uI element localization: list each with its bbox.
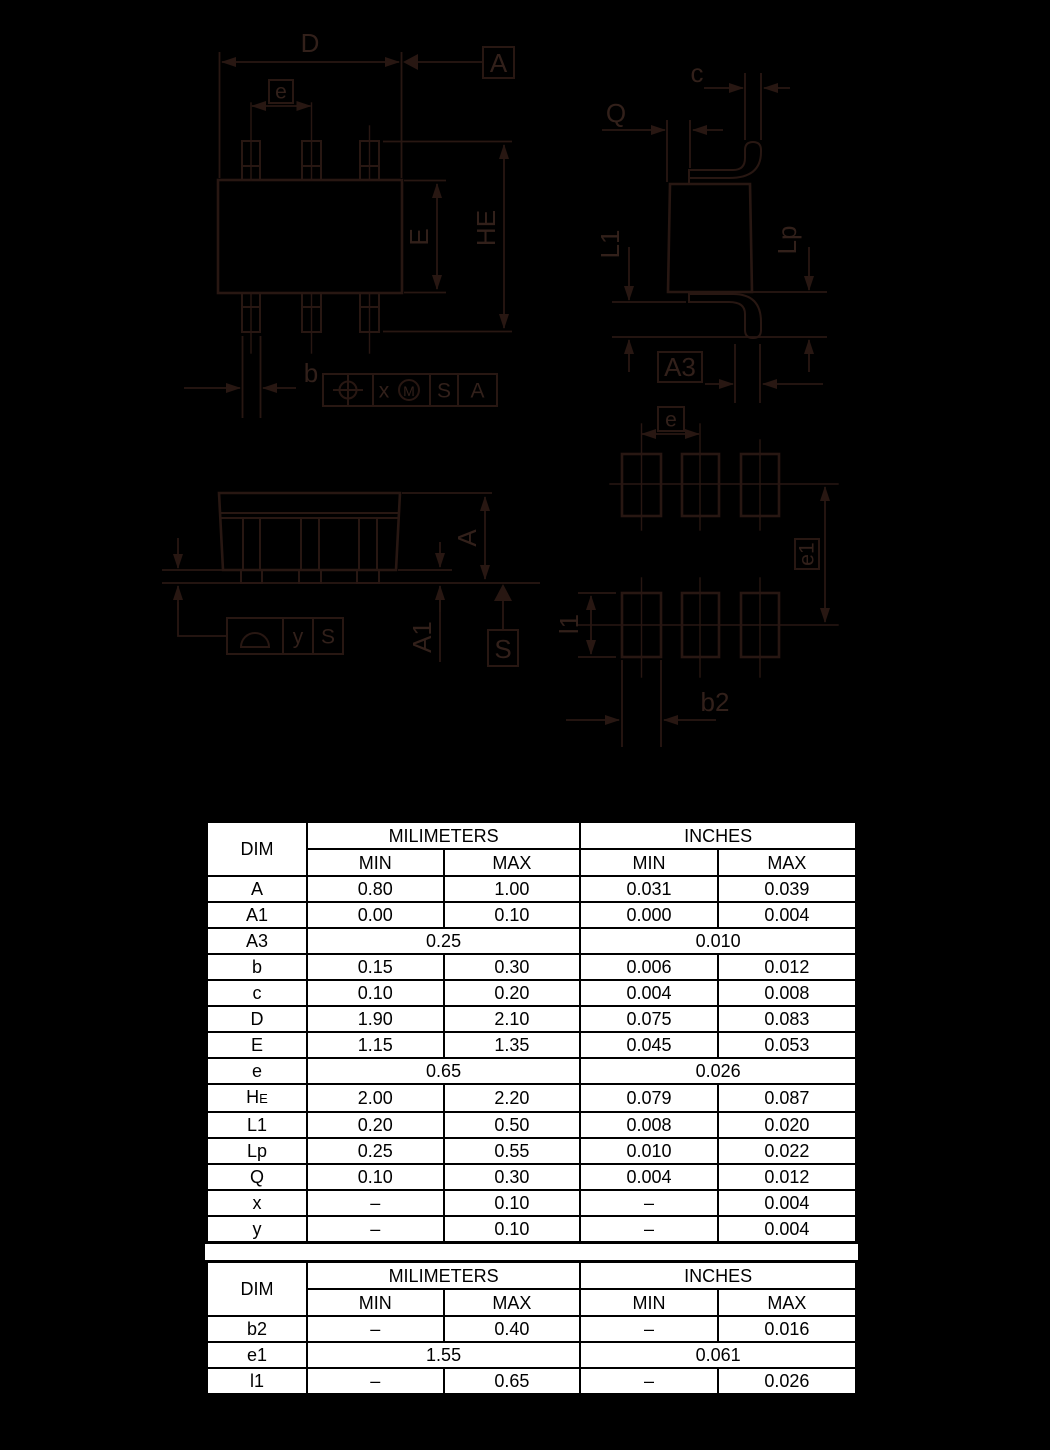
fcf-x-label: x (378, 379, 390, 403)
mm-max-cell: 0.55 (444, 1138, 581, 1164)
dim-cell: b (207, 954, 307, 980)
inch-max-cell: 0.004 (718, 1216, 857, 1243)
mm-min-cell: 0.00 (307, 902, 444, 928)
dim-e1 (795, 487, 825, 622)
side-view-drawing (595, 58, 827, 403)
dim-cell: L1 (207, 1112, 307, 1138)
inch-max-cell: 0.012 (718, 954, 857, 980)
dim-cell: A3 (207, 928, 307, 954)
inch-min-cell: 0.004 (580, 980, 718, 1006)
mm-min-cell: 0.25 (307, 1138, 444, 1164)
mm-max-cell: 1.35 (444, 1032, 581, 1058)
inch-max-cell: 0.039 (718, 876, 857, 902)
dim-A (402, 493, 492, 579)
fcf-s-label: S (436, 379, 452, 403)
dim-A3-label: A3 (664, 352, 696, 382)
dim-cell: y (207, 1216, 307, 1243)
inch-min-cell: – (580, 1190, 718, 1216)
dim-A3 (658, 344, 823, 403)
inch-max-cell: 0.004 (718, 902, 857, 928)
dimension-row (207, 902, 857, 928)
dimension-row (207, 928, 857, 954)
position-tolerance-frame (323, 374, 497, 406)
svg-text:M: M (403, 383, 415, 399)
inch-max-cell: 0.016 (718, 1316, 857, 1342)
package-body-side-outline (668, 184, 752, 292)
dim-l1-label: l1 (554, 613, 584, 635)
mm-min-cell: 1.90 (307, 1006, 444, 1032)
dim-HE-label: HE (471, 209, 501, 247)
dim-cell: E (207, 1032, 307, 1058)
inch-min-cell: 0.079 (580, 1084, 718, 1112)
mm-max-cell: 0.10 (444, 1216, 581, 1243)
max-header: MAX (718, 1289, 857, 1316)
inch-min-cell: 0.045 (580, 1032, 718, 1058)
mm-max-cell: 0.30 (444, 954, 581, 980)
mm-value-cell: 0.25 (307, 928, 580, 954)
dim-e1-label: e1 (795, 542, 819, 566)
mm-min-cell: – (307, 1190, 444, 1216)
min-header: MIN (307, 849, 444, 876)
mm-min-cell: 0.20 (307, 1112, 444, 1138)
inch-min-cell: 0.000 (580, 902, 718, 928)
inch-max-cell: 0.020 (718, 1112, 857, 1138)
mm-value-cell: 1.55 (307, 1342, 580, 1368)
dim-A1 (398, 542, 452, 662)
inch-min-cell: – (580, 1368, 718, 1395)
inch-max-cell: 0.008 (718, 980, 857, 1006)
dim-cell: Q (207, 1164, 307, 1190)
mm-max-cell: 2.10 (444, 1006, 581, 1032)
dimension-table-primary (205, 820, 858, 1244)
inch-max-cell: 0.083 (718, 1006, 857, 1032)
inch-max-cell: 0.022 (718, 1138, 857, 1164)
inch-min-cell: 0.008 (580, 1112, 718, 1138)
inch-min-cell: – (580, 1216, 718, 1243)
mmc-symbol-icon (399, 380, 419, 400)
dim-D-label: D (300, 28, 320, 58)
inch-min-cell: 0.031 (580, 876, 718, 902)
front-view-drawing (162, 493, 540, 666)
dim-e-label: e (275, 80, 287, 104)
dim-b2-label: b2 (700, 687, 730, 717)
dimension-row (207, 1342, 857, 1368)
dimension-row (207, 1058, 857, 1084)
milimeters-header: MILIMETERS (307, 822, 580, 850)
max-header: MAX (718, 849, 857, 876)
dimension-row (207, 1138, 857, 1164)
dim-header: DIM (207, 822, 307, 877)
inch-max-cell: 0.053 (718, 1032, 857, 1058)
min-header: MIN (580, 1289, 718, 1316)
top-lead-profile (689, 142, 761, 184)
dimension-row (207, 1190, 857, 1216)
dim-b2 (566, 660, 729, 747)
mm-max-cell: 1.00 (444, 876, 581, 902)
mm-min-cell: – (307, 1368, 444, 1395)
datum-triangle-icon (494, 584, 512, 601)
dim-cell: Lp (207, 1138, 307, 1164)
inches-header: INCHES (580, 822, 856, 850)
top-view-drawing (184, 28, 514, 418)
fcf-a-label: A (470, 379, 485, 403)
dim-cell: D (207, 1006, 307, 1032)
mm-min-cell: 0.10 (307, 1164, 444, 1190)
max-header: MAX (444, 849, 581, 876)
datum-triangle-icon (403, 54, 418, 70)
dimension-table-secondary (205, 1260, 858, 1396)
mm-value-cell: 0.65 (307, 1058, 580, 1084)
dim-A-label: A (452, 529, 482, 547)
dimension-row (207, 876, 857, 902)
mm-min-cell: 0.15 (307, 954, 444, 980)
dimension-row (207, 954, 857, 980)
package-leads (242, 141, 379, 332)
mm-min-cell: 0.10 (307, 980, 444, 1006)
dim-cell: A (207, 876, 307, 902)
dim-header: DIM (207, 1262, 307, 1317)
datum-a-flag (403, 47, 514, 78)
dim-Lp-label: Lp (772, 225, 802, 255)
dimension-row (207, 1112, 857, 1138)
min-header: MIN (307, 1289, 444, 1316)
profile-surface-symbol-icon (241, 633, 269, 647)
inch-min-cell: 0.004 (580, 1164, 718, 1190)
dimension-row (207, 1316, 857, 1342)
inch-value-cell: 0.026 (580, 1058, 856, 1084)
datum-s-flag (488, 584, 518, 666)
inch-max-cell: 0.012 (718, 1164, 857, 1190)
coplanarity-tolerance-frame (227, 618, 343, 654)
mm-min-cell: 2.00 (307, 1084, 444, 1112)
package-body-outline (218, 180, 402, 293)
dim-cell: l1 (207, 1368, 307, 1395)
fcf-s-label: S (320, 625, 336, 649)
inch-max-cell: 0.004 (718, 1190, 857, 1216)
dimension-row (207, 1084, 857, 1112)
mm-min-cell: – (307, 1316, 444, 1342)
table-gap (205, 1244, 858, 1260)
dim-c (691, 58, 791, 140)
dim-E-label: E (404, 228, 434, 246)
dim-land-e-label: e (665, 408, 677, 432)
mm-min-cell: 1.15 (307, 1032, 444, 1058)
inch-min-cell: 0.006 (580, 954, 718, 980)
mm-max-cell: 0.20 (444, 980, 581, 1006)
dim-e (252, 80, 311, 106)
bottom-lead-profile (689, 292, 761, 338)
dimension-row (207, 1006, 857, 1032)
inch-min-cell: 0.075 (580, 1006, 718, 1032)
inch-value-cell: 0.010 (580, 928, 856, 954)
dim-land-e (642, 407, 699, 434)
mm-max-cell: 0.65 (444, 1368, 581, 1395)
mm-min-cell: 0.80 (307, 876, 444, 902)
mm-max-cell: 2.20 (444, 1084, 581, 1112)
inch-value-cell: 0.061 (580, 1342, 856, 1368)
datum-a-label: A (489, 48, 508, 78)
position-symbol-icon (334, 376, 362, 404)
dimension-row (207, 1368, 857, 1395)
land-pattern-drawing (554, 407, 838, 747)
dimension-row (207, 1216, 857, 1243)
inch-min-cell: – (580, 1316, 718, 1342)
front-leads (241, 518, 379, 583)
mm-min-cell: – (307, 1216, 444, 1243)
package-body-front-outline (219, 493, 400, 570)
dim-cell: x (207, 1190, 307, 1216)
dimension-row (207, 1164, 857, 1190)
dimension-row (207, 1032, 857, 1058)
mm-max-cell: 0.10 (444, 902, 581, 928)
dim-E (404, 181, 446, 293)
dimension-row (207, 980, 857, 1006)
dim-Q-label: Q (605, 98, 627, 128)
dim-cell: e1 (207, 1342, 307, 1368)
dim-Lp (752, 226, 827, 372)
mm-max-cell: 0.40 (444, 1316, 581, 1342)
min-header: MIN (580, 849, 718, 876)
dim-cell: c (207, 980, 307, 1006)
dim-y-coplanarity (162, 538, 227, 636)
mm-max-cell: 0.50 (444, 1112, 581, 1138)
milimeters-header: MILIMETERS (307, 1262, 580, 1290)
dim-cell: b2 (207, 1316, 307, 1342)
dim-L1-label: L1 (595, 229, 625, 259)
dim-c-label: c (690, 58, 704, 88)
inch-min-cell: 0.010 (580, 1138, 718, 1164)
inch-max-cell: 0.087 (718, 1084, 857, 1112)
dim-D (220, 28, 402, 178)
dim-b-label: b (303, 358, 319, 388)
mm-max-cell: 0.30 (444, 1164, 581, 1190)
dim-cell: A1 (207, 902, 307, 928)
max-header: MAX (444, 1289, 581, 1316)
datum-s-label: S (494, 634, 512, 664)
inch-max-cell: 0.026 (718, 1368, 857, 1395)
fcf-y-label: y (292, 625, 304, 649)
dim-A1-label: A1 (407, 621, 437, 653)
dimension-tables (205, 820, 858, 1396)
dim-cell: e (207, 1058, 307, 1084)
dim-cell: HE (207, 1084, 307, 1112)
inches-header: INCHES (580, 1262, 856, 1290)
mm-max-cell: 0.10 (444, 1190, 581, 1216)
